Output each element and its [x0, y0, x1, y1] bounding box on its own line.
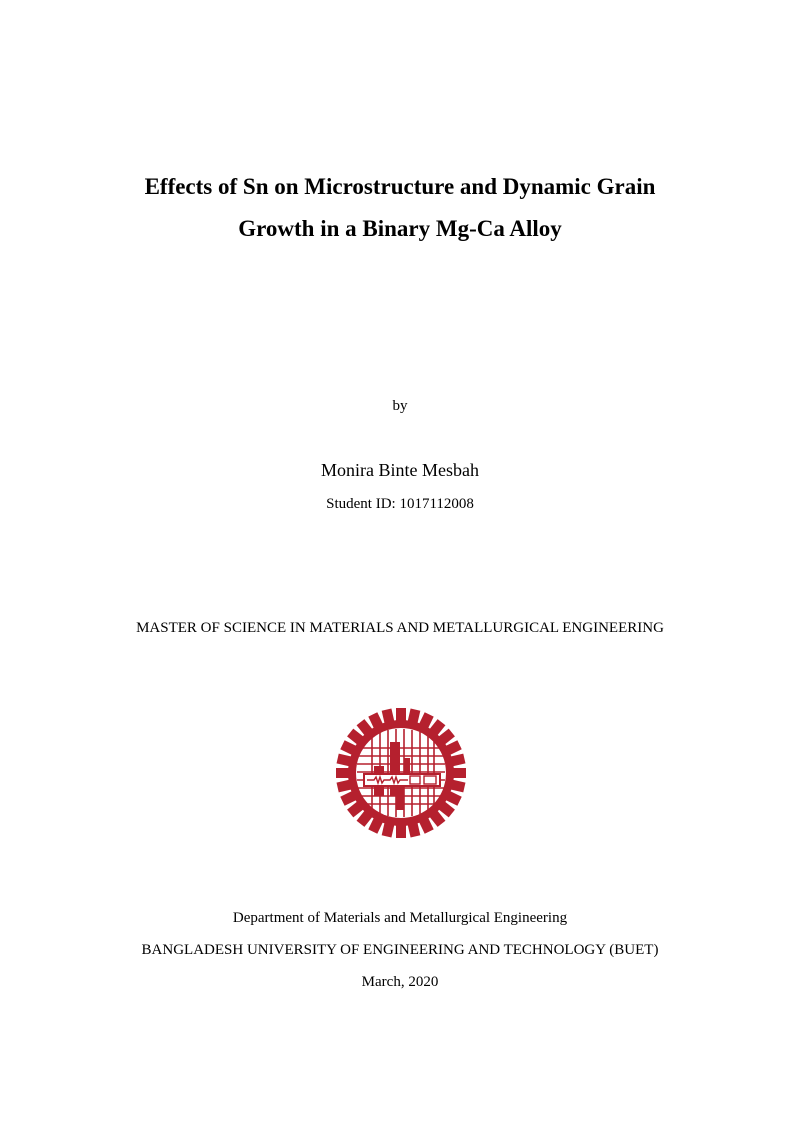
submission-date: March, 2020 — [361, 974, 439, 990]
university-name: BANGLADESH UNIVERSITY OF ENGINEERING AND TECHNOLOGY (BUET) — [141, 942, 659, 958]
thesis-title-line-1: Effects of Sn on Microstructure and Dynamic Grain — [144, 174, 656, 199]
by-label: by — [392, 398, 408, 414]
thesis-title-line-2: Growth in a Binary Mg-Ca Alloy — [238, 216, 562, 241]
student-id: Student ID: 1017112008 — [326, 496, 474, 512]
author-name: Monira Binte Mesbah — [321, 460, 479, 480]
degree-name: MASTER OF SCIENCE IN MATERIALS AND METALLURGICAL ENGINEERING — [136, 620, 664, 636]
buet-gear-emblem-icon — [334, 706, 468, 840]
department-name: Department of Materials and Metallurgical Engineering — [232, 910, 568, 926]
